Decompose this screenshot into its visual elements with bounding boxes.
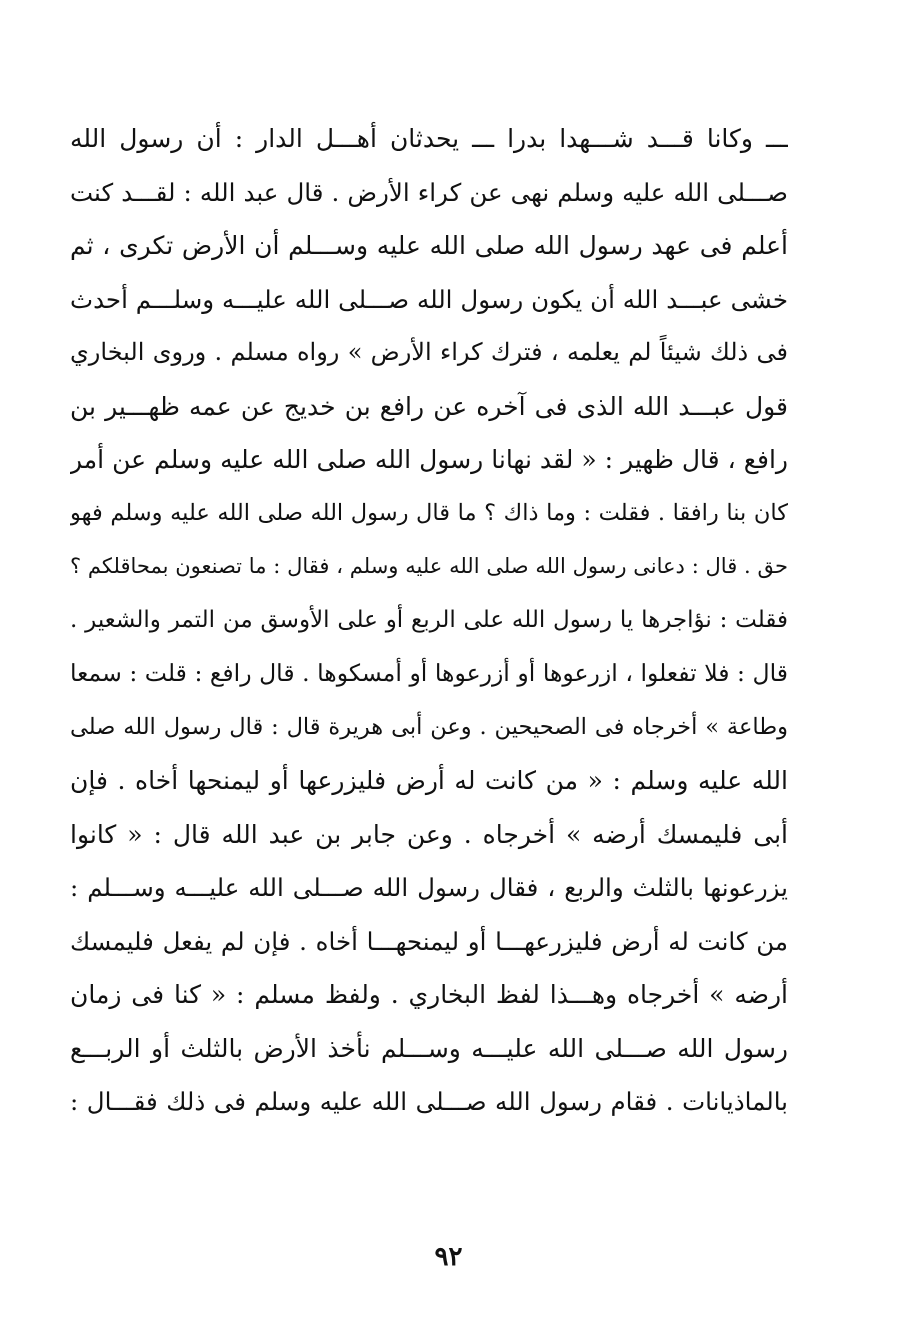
body-text	[70, 112, 788, 1129]
text-line: فقلت : نؤاجرها يا رسول الله على الربع أو على الأوسق من التمر والشعير .	[70, 606, 788, 633]
text-line: فى ذلك شيئاً لم يعلمه ، فترك كراء الأرض » رواه مسلم . وروى البخاري	[70, 338, 788, 366]
text-line: الله عليه وسلم : « من كانت له أرض فليزرعها أو ليمنحها أخاه . فإن	[70, 766, 788, 795]
text-line: قال : فلا تفعلوا ، ازرعوها أو أزرعوها أو أمسكوها . قال رافع : قلت : سمعا	[70, 659, 788, 687]
text-line: كان بنا رافقا . فقلت : وما ذاك ؟ ما قال رسول الله صلى الله عليه وسلم فهو	[70, 499, 788, 526]
text-line: صـــلى الله عليه وسلم نهى عن كراء الأرض . قال عبد الله : لقـــد كنت	[70, 177, 788, 207]
page-number: ٩٢	[434, 1242, 463, 1272]
text-line: خشى عبـــد الله أن يكون رسول الله صـــلى الله عليـــه وسلـــم أحدث	[70, 284, 788, 314]
text-line: حق . قال : دعانى رسول الله صلى الله عليه وسلم ، فقال : ما تصنعون بمحاقلكم ؟	[70, 554, 788, 578]
text-line: من كانت له أرض فليزرعهـــا أو ليمنحهـــا أخاه . فإن لم يفعل فليمسك	[70, 926, 788, 956]
text-line: ـــ وكانا قـــد شـــهدا بدرا ـــ يحدثان أهـــل الدار : أن رسول الله	[70, 124, 788, 153]
text-line: رافع ، قال ظهير : « لقد نهانا رسول الله صلى الله عليه وسلم عن أمر	[70, 445, 788, 474]
text-line: قول عبـــد الله الذى فى آخره عن رافع بن خديج عن عمه ظهـــير بن	[70, 391, 788, 421]
text-line: يزرعونها بالثلث والربع ، فقال رسول الله صـــلى الله عليـــه وســـلم :	[70, 873, 788, 902]
text-line: وطاعة » أخرجاه فى الصحيحين . وعن أبى هريرة قال : قال رسول الله صلى	[70, 713, 788, 740]
text-line: أبى فليمسك أرضه » أخرجاه . وعن جابر بن عبد الله قال : « كانوا	[70, 819, 788, 849]
text-line: أعلم فى عهد رسول الله صلى الله عليه وســـلم أن الأرض تكرى ، ثم	[70, 231, 788, 260]
text-line: رسول الله صـــلى الله عليـــه وســـلم نأخذ الأرض بالثلث أو الربـــع	[70, 1033, 788, 1063]
text-line: أرضه » أخرجاه وهـــذا لفظ البخاري . ولفظ مسلم : « كنا فى زمان	[70, 980, 788, 1009]
text-line: بالماذيانات . فقام رسول الله صـــلى الله عليه وسلم فى ذلك فقـــال :	[70, 1087, 788, 1116]
